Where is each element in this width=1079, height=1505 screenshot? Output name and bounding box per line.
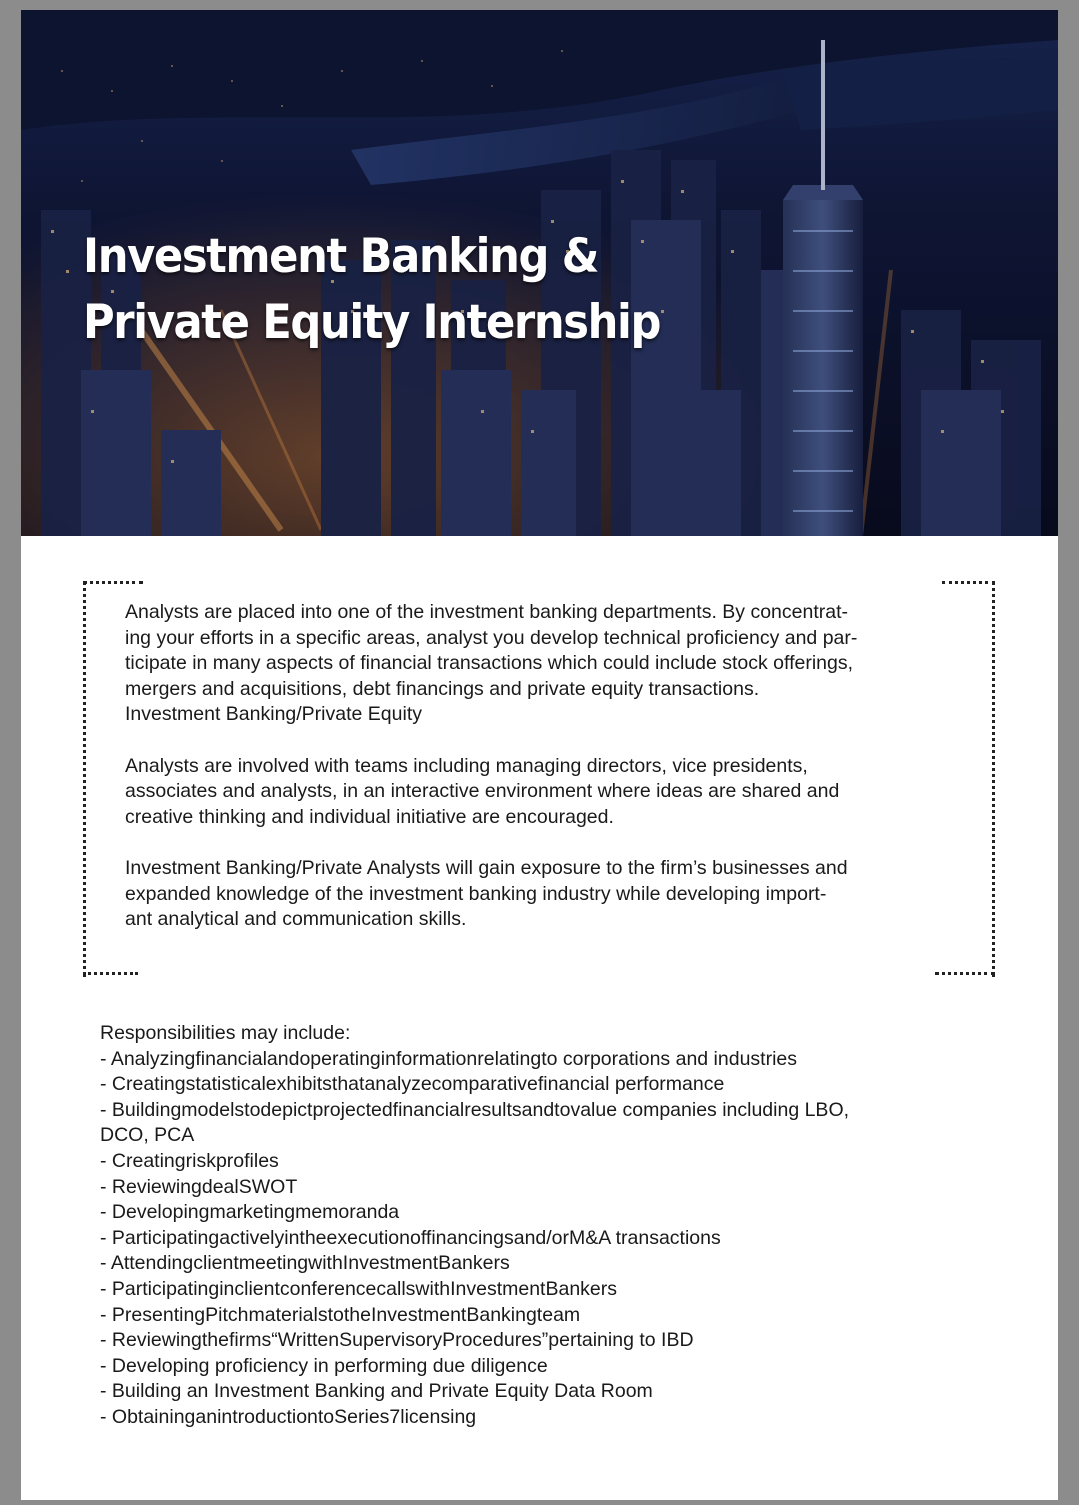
list-item: - Creatingriskprofiles [100,1149,279,1172]
document-page [21,10,1058,1500]
text-line: Analysts are involved with teams including managing directors, vice presidents, [125,754,808,777]
text-line: mergers and acquisitions, debt financings and private equity transactions. [125,677,760,700]
title-line-2: Private Equity Internship [83,295,661,350]
list-item: - Buildingmodelstodepictprojectedfinancialresultsandtovalue companies including LBO, [100,1098,850,1121]
text-line: ing your efforts in a specific areas, analyst you develop technical proficiency and par- [125,626,858,649]
list-item: - Developing proficiency in performing due diligence [100,1354,548,1377]
page-title [83,224,660,356]
intro-text [125,600,965,958]
intro-paragraph-1 [125,600,965,728]
list-item: - ParticipatinginclientconferencecallswithInvestmentBankers [100,1277,617,1300]
text-line: Investment Banking/Private Analysts will gain exposure to the firm’s businesses and [125,856,848,879]
hero-banner [21,10,1058,536]
text-line: Investment Banking/Private Equity [125,703,422,726]
list-item: - ObtaininganintroductiontoSeries7licensing [100,1405,477,1428]
list-item: - Reviewingthefirms“WrittenSupervisoryProcedures”pertaining to IBD [100,1329,694,1352]
text-line: associates and analysts, in an interactive environment where ideas are shared and [125,780,840,803]
frame-top-left-corner [83,581,143,584]
list-item: DCO, PCA [100,1124,195,1147]
text-line: creative thinking and individual initiative are encouraged. [125,805,614,828]
list-item: - Analyzingfinancialandoperatinginformationrelatingto corporations and industries [100,1047,798,1070]
text-line: Analysts are placed into one of the investment banking departments. By concentrat- [125,601,848,623]
intro-paragraph-3 [125,856,965,933]
intro-paragraph-2 [125,754,965,831]
frame-right-border [992,581,995,977]
list-item: - Developingmarketingmemoranda [100,1201,400,1224]
list-item: - Creatingstatisticalexhibitsthatanalyzecomparativefinancial performance [100,1073,725,1096]
text-line: ant analytical and communication skills. [125,908,467,931]
text-line: expanded knowledge of the investment banking industry while developing import- [125,882,827,905]
text-line: ticipate in many aspects of financial transactions which could include stock offerings, [125,652,854,675]
responsibilities-heading: Responsibilities may include: [100,1022,351,1044]
frame-bottom-right-corner [935,972,995,975]
list-item: - PresentingPitchmaterialstotheInvestmentBankingteam [100,1303,581,1326]
title-line-1: Investment Banking & [83,229,599,284]
list-item: - Participatingactivelyintheexecutionoffinancingsand/orM&A transactions [100,1226,721,1249]
list-item: - ReviewingdealSWOT [100,1175,298,1198]
frame-top-right-corner [942,581,995,584]
responsibilities-section [100,1021,1000,1431]
frame-left-border [83,581,86,977]
list-item: - Building an Investment Banking and Private Equity Data Room [100,1380,653,1403]
list-item: - AttendingclientmeetingwithInvestmentBankers [100,1252,510,1275]
frame-bottom-left-corner [83,972,138,975]
